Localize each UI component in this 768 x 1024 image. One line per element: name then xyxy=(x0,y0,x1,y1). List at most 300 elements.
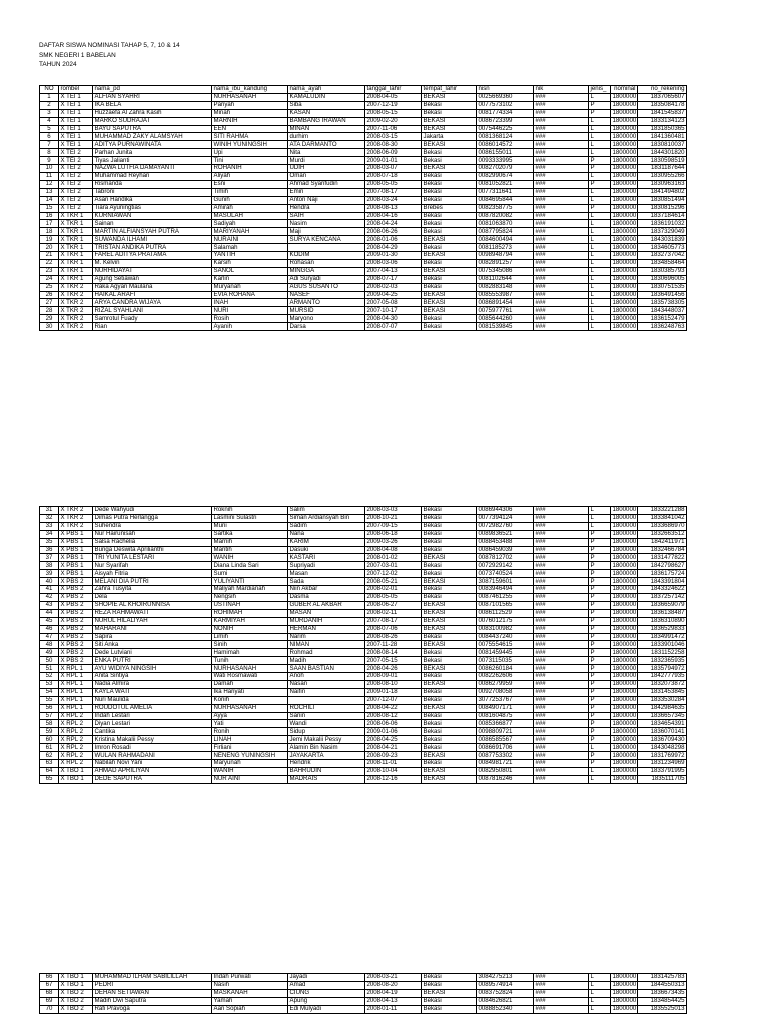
cell-nisn: 0082950801 xyxy=(477,767,534,775)
cell-nominal: 1800000 xyxy=(612,672,637,680)
cell-tanggal-lahir: 2008-08-12 xyxy=(365,712,422,720)
cell-tempat-lahir: BEKASI xyxy=(422,665,477,673)
cell-nama-ibu: YANTIH xyxy=(212,252,288,260)
cell-nominal: 1800000 xyxy=(612,530,637,538)
cell-nama-pd: SHOPIE AL KHOIRUNNISA xyxy=(93,601,212,609)
cell-nama-pd: Raka Agyan Maulana xyxy=(93,283,212,291)
cell-tanggal-lahir: 2008-07-06 xyxy=(365,625,422,633)
cell-nama-ayah: Amad xyxy=(288,981,365,989)
cell-tempat-lahir: BEKASI xyxy=(422,641,477,649)
cell-nominal: 1800000 xyxy=(612,172,637,180)
cell-tanggal-lahir: 2008-02-11 xyxy=(365,609,422,617)
cell-nama-ibu: Maliyah Mardianah xyxy=(212,586,288,594)
cell-tempat-lahir: Bekasi xyxy=(422,315,477,323)
table-row xyxy=(40,228,687,236)
student-table xyxy=(39,973,687,1014)
cell-nominal: 1800000 xyxy=(612,514,637,522)
cell-jenis: L xyxy=(589,775,611,783)
cell-nisn: 0084695844 xyxy=(477,196,534,204)
cell-nama-pd: Salsa Rachelia xyxy=(93,538,212,546)
cell-nama-ibu: NENENG YUNINGSIH xyxy=(212,752,288,760)
cell-nama-ibu: MASULAH xyxy=(212,212,288,220)
cell-tanggal-lahir: 2008-04-30 xyxy=(365,315,422,323)
cell-tempat-lahir: Bekasi xyxy=(422,507,477,515)
cell-nominal: 1800000 xyxy=(612,298,637,306)
cell-nama-ibu: Rosih xyxy=(212,315,288,323)
cell-nisn: 0085553987 xyxy=(477,291,534,299)
table-row xyxy=(40,974,687,982)
cell-nominal: 1800000 xyxy=(612,522,637,530)
cell-no: 44 xyxy=(40,609,59,617)
cell-nama-pd: Nuri Maulida xyxy=(93,696,212,704)
cell-nama-pd: Nur Hairunisah xyxy=(93,530,212,538)
cell-nama-ayah: MASAN xyxy=(288,609,365,617)
table-row xyxy=(40,696,687,704)
cell-nama-ibu: Karsih xyxy=(212,259,288,267)
cell-nama-pd: MARKO SUDRAJAT xyxy=(93,117,212,125)
cell-rombel: X TEI 2 xyxy=(59,157,93,165)
cell-tempat-lahir: Bekasi xyxy=(422,212,477,220)
cell-nik: ### xyxy=(534,291,589,299)
cell-no-rekening: 1830598519 xyxy=(638,157,687,165)
cell-jenis: P xyxy=(589,657,611,665)
cell-rombel: X RPL 1 xyxy=(59,704,93,712)
cell-nik: ### xyxy=(534,1005,589,1013)
cell-no-rekening: 1831477822 xyxy=(638,554,687,562)
cell-nominal: 1800000 xyxy=(612,727,637,735)
cell-nisn: 3084275213 xyxy=(477,974,534,982)
document-title: DAFTAR SISWA NOMINASI TAHAP 5, 7, 10 & 14 xyxy=(39,42,180,49)
column-header: nama_ayah xyxy=(288,86,365,94)
cell-tempat-lahir: Bekasi xyxy=(422,530,477,538)
cell-no: 21 xyxy=(40,252,59,260)
cell-no: 14 xyxy=(40,196,59,204)
cell-rombel: X TEI 1 xyxy=(59,109,93,117)
table-row xyxy=(40,665,687,673)
cell-no: 55 xyxy=(40,696,59,704)
cell-nama-ayah: NIMAN xyxy=(288,641,365,649)
cell-jenis: L xyxy=(589,141,611,149)
cell-nisn: 0086459039 xyxy=(477,546,534,554)
cell-no-rekening: 1843048298 xyxy=(638,744,687,752)
cell-tempat-lahir: Bekasi xyxy=(422,172,477,180)
cell-nominal: 1800000 xyxy=(612,243,637,251)
cell-tanggal-lahir: 2008-10-04 xyxy=(365,767,422,775)
cell-tanggal-lahir: 2009-04-25 xyxy=(365,291,422,299)
cell-tanggal-lahir: 2009-01-06 xyxy=(365,728,422,736)
cell-nama-ayah: Nasim xyxy=(288,220,365,228)
cell-tanggal-lahir: 2008-04-16 xyxy=(365,212,422,220)
cell-nama-ibu: INAH xyxy=(212,299,288,307)
cell-rombel: X TEI 2 xyxy=(59,149,93,157)
cell-nominal: 1800000 xyxy=(612,585,637,593)
cell-jenis: L xyxy=(589,93,611,101)
cell-tanggal-lahir: 2008-01-02 xyxy=(365,554,422,562)
cell-nama-ibu: NURAINI xyxy=(212,236,288,244)
cell-nama-ibu: SITI RAHMA xyxy=(212,133,288,141)
cell-nama-ayah: Edi Mulyadi xyxy=(288,1005,365,1013)
cell-no: 42 xyxy=(40,593,59,601)
cell-nominal: 1800000 xyxy=(612,989,637,997)
cell-tanggal-lahir: 2008-09-23 xyxy=(365,752,422,760)
cell-nama-ayah: MINGGA xyxy=(288,267,365,275)
cell-nama-ibu: NURI xyxy=(212,307,288,315)
table-row xyxy=(40,649,687,657)
cell-no-rekening: 1843031839 xyxy=(638,236,687,244)
cell-nominal: 1800000 xyxy=(612,553,637,561)
table-row xyxy=(40,291,687,299)
table-row xyxy=(40,688,687,696)
cell-nama-ayah: Sada xyxy=(288,578,365,586)
cell-nama-ibu: Muni xyxy=(212,522,288,530)
cell-no: 61 xyxy=(40,744,59,752)
cell-tempat-lahir: Bekasi xyxy=(422,997,477,1005)
cell-no-rekening: 1835794972 xyxy=(638,665,687,673)
cell-nama-pd: Rismanda xyxy=(93,180,212,188)
cell-nisn: 0072982760 xyxy=(477,522,534,530)
cell-nama-pd: Dede Wahyudi xyxy=(93,507,212,515)
cell-tanggal-lahir: 2007-05-15 xyxy=(365,657,422,665)
cell-no-rekening: 1833901046 xyxy=(638,641,687,649)
table-row xyxy=(40,720,687,728)
cell-no: 24 xyxy=(40,275,59,283)
cell-tanggal-lahir: 2007-12-07 xyxy=(365,696,422,704)
table-row xyxy=(40,117,687,125)
cell-nama-pd: IKA BELA xyxy=(93,101,212,109)
column-header: nominal xyxy=(611,86,638,94)
cell-nisn: 0082702079 xyxy=(477,165,534,173)
cell-nik: ### xyxy=(534,680,589,688)
cell-rombel: X RPL 2 xyxy=(59,712,93,720)
cell-no-rekening: 1837184614 xyxy=(638,212,687,220)
cell-nama-ayah: Maryono xyxy=(288,315,365,323)
table-row xyxy=(40,244,687,252)
table-row xyxy=(40,522,687,530)
cell-jenis: L xyxy=(589,220,611,228)
cell-nama-ibu: Aliyah xyxy=(212,172,288,180)
cell-nominal: 1800000 xyxy=(612,751,637,759)
cell-nama-ibu: WANIH xyxy=(212,767,288,775)
cell-tanggal-lahir: 2008-04-19 xyxy=(365,989,422,997)
cell-nama-ibu: USTINAH xyxy=(212,601,288,609)
cell-no: 4 xyxy=(40,117,59,125)
cell-nik: ### xyxy=(534,736,589,744)
cell-jenis: L xyxy=(589,307,611,315)
cell-nominal: 1800000 xyxy=(612,1005,637,1013)
cell-tanggal-lahir: 2008-06-18 xyxy=(365,530,422,538)
cell-nominal: 1800000 xyxy=(612,101,637,109)
cell-nama-pd: Siti Anka xyxy=(93,641,212,649)
cell-tanggal-lahir: 2008-07-18 xyxy=(365,172,422,180)
cell-tempat-lahir: BEKASI xyxy=(422,609,477,617)
cell-rombel: X TKR 1 xyxy=(59,212,93,220)
cell-tempat-lahir: Bekasi xyxy=(422,259,477,267)
cell-nominal: 1800000 xyxy=(612,712,637,719)
cell-rombel: X TBO 1 xyxy=(59,981,93,989)
cell-rombel: X RPL 1 xyxy=(59,696,93,704)
cell-nama-ayah: AGUS SUSANTO xyxy=(288,283,365,291)
cell-nama-pd: Asan Handika xyxy=(93,196,212,204)
cell-nisn: 0077573102 xyxy=(477,101,534,109)
cell-no: 66 xyxy=(40,974,59,982)
table-header-row xyxy=(40,86,687,94)
cell-nisn: 0082990674 xyxy=(477,172,534,180)
cell-no: 65 xyxy=(40,775,59,783)
cell-jenis: L xyxy=(589,149,611,157)
cell-rombel: X TBO 2 xyxy=(59,1005,93,1013)
cell-jenis: L xyxy=(589,275,611,283)
cell-nominal: 1800000 xyxy=(612,275,637,283)
cell-rombel: X TBO 1 xyxy=(59,775,93,783)
cell-tanggal-lahir: 2008-10-21 xyxy=(365,514,422,522)
cell-nama-ayah: Jayadi xyxy=(288,974,365,982)
cell-nik: ### xyxy=(534,649,589,657)
cell-jenis: L xyxy=(589,196,611,204)
cell-nominal: 1800000 xyxy=(612,212,637,219)
cell-tanggal-lahir: 2007-10-17 xyxy=(365,307,422,315)
table-row xyxy=(40,180,687,188)
cell-nama-pd: MAHARANI xyxy=(93,625,212,633)
cell-nama-pd: FAREL ADITYA PRATAMA xyxy=(93,252,212,260)
cell-tempat-lahir: Brebes xyxy=(422,204,477,212)
cell-tempat-lahir: BEKASI xyxy=(422,252,477,260)
cell-nik: ### xyxy=(534,775,589,783)
cell-jenis: L xyxy=(589,283,611,291)
cell-nominal: 1800000 xyxy=(612,696,637,704)
cell-nama-ibu: NONIH xyxy=(212,625,288,633)
cell-no-rekening: 1842798627 xyxy=(638,562,687,570)
cell-nama-pd: Samrotul Fuady xyxy=(93,315,212,323)
cell-tanggal-lahir: 2008-03-06 xyxy=(365,259,422,267)
table-row xyxy=(40,989,687,997)
cell-nik: ### xyxy=(534,728,589,736)
cell-rombel: X TKR 2 xyxy=(59,307,93,315)
cell-no-rekening: 1833221288 xyxy=(638,507,687,515)
cell-nama-pd: Nadia Almira xyxy=(93,680,212,688)
cell-no: 22 xyxy=(40,259,59,267)
cell-nama-ayah: ARMANTO xyxy=(288,299,365,307)
cell-no-rekening: 1837329049 xyxy=(638,228,687,236)
cell-nama-ayah: Maji xyxy=(288,228,365,236)
cell-nisn: 0082358775 xyxy=(477,204,534,212)
cell-nama-ayah: Nita xyxy=(288,149,365,157)
cell-tempat-lahir: BEKASI xyxy=(422,625,477,633)
cell-no-rekening: 1836657345 xyxy=(638,712,687,720)
cell-nama-ayah: BAMBANG IRAWAN xyxy=(288,117,365,125)
cell-nama-ayah: KAMALUDIN xyxy=(288,93,365,101)
table-row xyxy=(40,570,687,578)
cell-jenis: P xyxy=(589,165,611,173)
cell-no-rekening: 1835084178 xyxy=(638,101,687,109)
cell-nisn: 0087820082 xyxy=(477,212,534,220)
cell-nominal: 1800000 xyxy=(612,719,637,727)
cell-no-rekening: 1843448037 xyxy=(638,307,687,315)
cell-tanggal-lahir: 2008-03-03 xyxy=(365,507,422,515)
cell-no: 64 xyxy=(40,767,59,775)
cell-no: 39 xyxy=(40,570,59,578)
cell-no-rekening: 1837257142 xyxy=(638,593,687,601)
cell-nik: ### xyxy=(534,593,589,601)
cell-no: 13 xyxy=(40,188,59,196)
cell-nama-ayah: Wandi xyxy=(288,720,365,728)
cell-nisn: 0077394124 xyxy=(477,514,534,522)
cell-nama-pd: MARTIN ALFIANSYAH PUTRA xyxy=(93,228,212,236)
cell-jenis: P xyxy=(589,586,611,594)
cell-nama-pd: Imron Rosadi xyxy=(93,744,212,752)
cell-nama-ibu: LINAH xyxy=(212,736,288,744)
cell-nik: ### xyxy=(534,252,589,260)
table-row xyxy=(40,728,687,736)
cell-nama-ayah: Sidup xyxy=(288,728,365,736)
cell-nama-pd: AYU WIDIYA NINGSIH xyxy=(93,665,212,673)
cell-nama-ayah: Anoh xyxy=(288,673,365,681)
cell-nama-ayah: MURSID xyxy=(288,307,365,315)
cell-nominal: 1800000 xyxy=(612,640,637,648)
cell-nama-pd: Tiara Ayuningtias xyxy=(93,204,212,212)
cell-tempat-lahir: BEKASI xyxy=(422,291,477,299)
cell-nama-pd: Nur Syarifah xyxy=(93,562,212,570)
cell-nik: ### xyxy=(534,180,589,188)
cell-nominal: 1800000 xyxy=(612,251,637,259)
cell-tempat-lahir: BEKASI xyxy=(422,267,477,275)
cell-nama-ibu: Minah xyxy=(212,109,288,117)
cell-nominal: 1800000 xyxy=(612,743,637,751)
cell-no-rekening: 1830810037 xyxy=(638,141,687,149)
cell-no-rekening: 1844301820 xyxy=(638,149,687,157)
cell-nama-ayah xyxy=(288,244,365,252)
table-row xyxy=(40,1005,687,1013)
cell-rombel: X PBS 2 xyxy=(59,601,93,609)
cell-no-rekening: 1836070141 xyxy=(638,728,687,736)
cell-nama-ayah: Apung xyxy=(288,997,365,1005)
cell-no-rekening: 1836673435 xyxy=(638,989,687,997)
cell-nama-pd: Bunga Deswita Aprilianthi xyxy=(93,546,212,554)
cell-nama-pd: REZA RAHMAWATI xyxy=(93,609,212,617)
cell-nominal: 1800000 xyxy=(612,235,637,243)
cell-jenis: L xyxy=(589,291,611,299)
cell-jenis: L xyxy=(589,212,611,220)
student-table-page-2 xyxy=(39,506,686,784)
cell-nama-ibu: Gunih xyxy=(212,196,288,204)
cell-nisn: 0025669360 xyxy=(477,93,534,101)
cell-jenis: P xyxy=(589,760,611,768)
cell-nama-pd: Cantika xyxy=(93,728,212,736)
cell-nama-ibu: Aan Sopiah xyxy=(212,1005,288,1013)
cell-rombel: X PBS 2 xyxy=(59,657,93,665)
cell-tanggal-lahir: 2008-04-24 xyxy=(365,220,422,228)
cell-nik: ### xyxy=(534,109,589,117)
cell-nama-ibu: Amirah xyxy=(212,204,288,212)
cell-nik: ### xyxy=(534,141,589,149)
column-header: nama_ibu_kandung xyxy=(212,86,288,94)
cell-tanggal-lahir: 2009-01-18 xyxy=(365,688,422,696)
cell-nisn: 0098948794 xyxy=(477,252,534,260)
cell-no: 57 xyxy=(40,712,59,720)
cell-no-rekening: 1841545837 xyxy=(638,109,687,117)
cell-jenis: L xyxy=(589,315,611,323)
cell-nama-ayah: Niin Akbar xyxy=(288,586,365,594)
table-row xyxy=(40,673,687,681)
cell-nisn: 0086723399 xyxy=(477,117,534,125)
table-row xyxy=(40,507,687,515)
cell-tanggal-lahir: 2007-08-17 xyxy=(365,188,422,196)
cell-nik: ### xyxy=(534,578,589,586)
cell-no-rekening: 1831850365 xyxy=(638,125,687,133)
cell-jenis: P xyxy=(589,570,611,578)
cell-tempat-lahir: Bekasi xyxy=(422,593,477,601)
cell-nama-ibu: Karlin xyxy=(212,275,288,283)
cell-jenis: L xyxy=(589,133,611,141)
cell-no-rekening: 1836491456 xyxy=(638,291,687,299)
cell-no: 33 xyxy=(40,522,59,530)
cell-nama-pd: ROUDOTUL AMELIA xyxy=(93,704,212,712)
table-row xyxy=(40,93,687,101)
cell-jenis: P xyxy=(589,752,611,760)
table-row xyxy=(40,172,687,180)
cell-rombel: X TKR 2 xyxy=(59,315,93,323)
cell-tempat-lahir: Bekasi xyxy=(422,673,477,681)
cell-nik: ### xyxy=(534,688,589,696)
cell-nominal: 1800000 xyxy=(612,577,637,585)
cell-nominal: 1800000 xyxy=(612,617,637,625)
cell-nominal: 1800000 xyxy=(612,93,637,101)
cell-nama-ayah: HERMAN xyxy=(288,625,365,633)
cell-nisn: 0089836521 xyxy=(477,530,534,538)
column-header: tempat_lahir xyxy=(422,86,477,94)
cell-nik: ### xyxy=(534,760,589,768)
cell-tempat-lahir: Bekasi xyxy=(422,728,477,736)
cell-nominal: 1800000 xyxy=(612,704,637,712)
cell-nama-ibu: Ayya xyxy=(212,712,288,720)
cell-no-rekening: 1836709430 xyxy=(638,736,687,744)
cell-jenis: L xyxy=(589,172,611,180)
cell-tanggal-lahir: 2008-12-16 xyxy=(365,775,422,783)
cell-tanggal-lahir: 2008-04-22 xyxy=(365,704,422,712)
cell-no-rekening: 1836175724 xyxy=(638,570,687,578)
cell-tempat-lahir: BEKASI xyxy=(422,989,477,997)
cell-nama-ayah: SAAN BASTIAN xyxy=(288,665,365,673)
cell-no: 1 xyxy=(40,93,59,101)
cell-nama-ayah: Dasma xyxy=(288,593,365,601)
cell-nama-ibu: Muryanah xyxy=(212,283,288,291)
cell-tanggal-lahir: 2008-03-07 xyxy=(365,165,422,173)
cell-nisn: 0085366877 xyxy=(477,720,534,728)
cell-nama-ayah: Hendra xyxy=(288,204,365,212)
cell-nama-ibu: Diana Linda Sari xyxy=(212,562,288,570)
cell-tempat-lahir: BEKASI xyxy=(422,767,477,775)
cell-nisn: 0081604875 xyxy=(477,712,534,720)
table-row xyxy=(40,752,687,760)
table-row xyxy=(40,267,687,275)
cell-jenis: P xyxy=(589,157,611,165)
cell-nominal: 1800000 xyxy=(612,767,637,775)
cell-nisn: 0086260184 xyxy=(477,665,534,673)
cell-nama-pd: Aisyah Fitria xyxy=(93,570,212,578)
cell-no: 19 xyxy=(40,236,59,244)
student-table xyxy=(39,506,687,784)
cell-nama-pd: TRI YUNITA LESTARI xyxy=(93,554,212,562)
table-row xyxy=(40,196,687,204)
cell-nik: ### xyxy=(534,117,589,125)
cell-no: 68 xyxy=(40,989,59,997)
cell-nik: ### xyxy=(534,570,589,578)
cell-nama-ibu: MARIYANAH xyxy=(212,228,288,236)
cell-no-rekening: 1841494802 xyxy=(638,188,687,196)
cell-jenis: P xyxy=(589,680,611,688)
cell-nominal: 1800000 xyxy=(612,688,637,696)
cell-nama-ibu: Yati xyxy=(212,720,288,728)
cell-nominal: 1800000 xyxy=(612,109,637,117)
